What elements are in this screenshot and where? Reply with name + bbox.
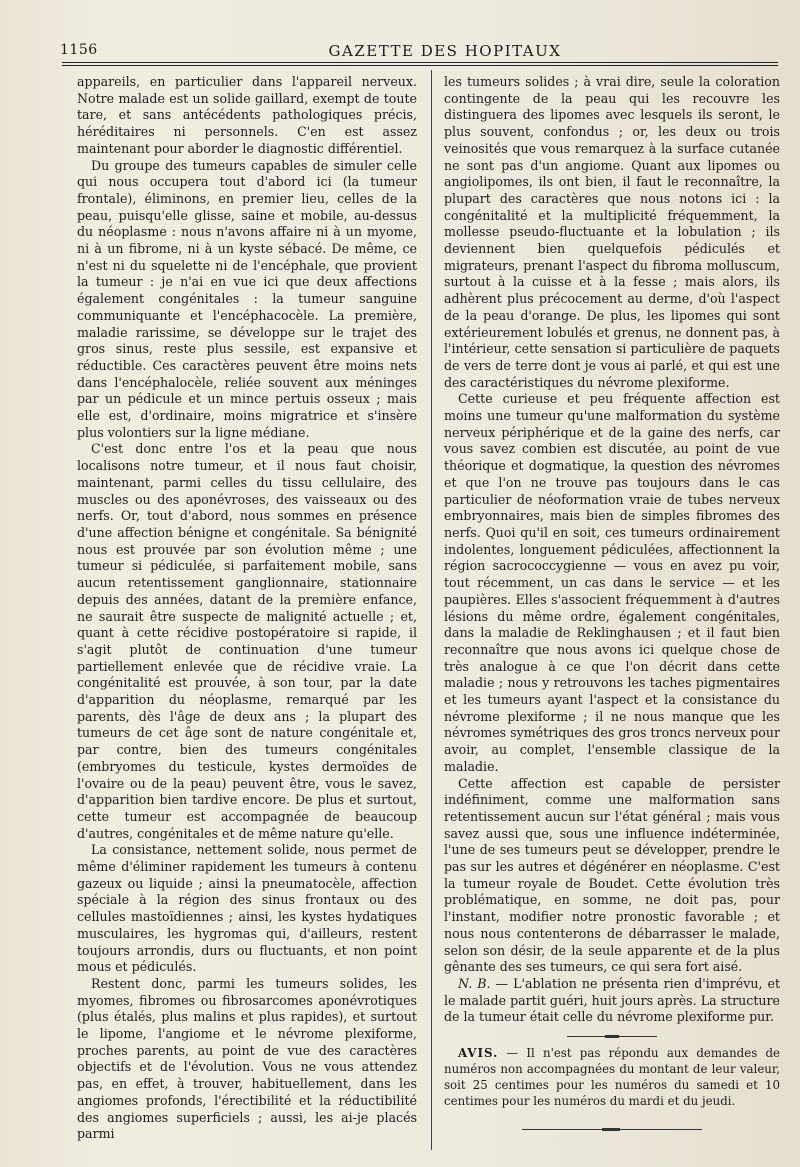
paragraph: appareils, en particulier dans l'appareil nerveux. Notre malade est un solide gaillard, exempt de toute tare, et sans antécédents pathologiques précis, héréditaires ni personnels. C'en est assez maintenant pour aborder le diagnostic différentiel. xyxy=(77,74,417,156)
right-column xyxy=(444,74,780,1130)
nb-text: — L'ablation ne présenta rien d'imprévu, et le malade partit guéri, huit jours après. La structure de la tumeur était celle du névrome plexiforme pur. xyxy=(444,975,781,1025)
paragraph: Du groupe des tumeurs capables de simuler celle qui nous occupera tout d'abord ici (la tumeur frontale), éliminons, en premier lieu, celles de la peau, puisqu'elle glisse, saine et mobile, au-dessus du néoplasme : nous n'avons affaire ni à un myome, ni à un fibrome, ni à un kyste sébacé. De même, ce n'est ni du squelette ni de l'encéphale, que provient la tumeur : je n'ai en vue ici que deux affections également congénitales : la tumeur sanguine communiquante et l'encéphacocèle. La première, maladie rarissime, se développe sur le trajet des gros sinus, reste plus sessile, est expansive et réductible. Ces caractères peuvent être moins nets dans l'encéphalocèle, reliée souvent aux méninges par un pédicule et un mince pertuis osseux ; mais elle est, d'ordinaire, moins migratrice et s'insère plus volontiers sur la ligne médiane. xyxy=(77,157,417,440)
journal-title: GAZETTE DES HOPITAUX xyxy=(328,42,562,60)
paragraph: Cette curieuse et peu fréquente affection est moins une tumeur qu'une malformation du système nerveux périphérique et de la gaine des nerfs, car vous savez combien est discutée, au point de vue théorique et dogmatique, la question des névromes et que l'on ne trouve pas toujours dans le cas particulier de néoformation vraie de tubes nerveux embryonnaires, mais bien de simples fibromes des nerfs. Quoi qu'il en soit, ces tumeurs ordinairement indolentes, longuement pédiculées, affectionnent la région sacrococcygienne — vous en avez pu voir, tout récemment, un cas dans le service — et les paupières. Elles s'associent fréquemment à d'autres lésions du même ordre, également congénitales, dans la maladie de Reklinghausen ; et il faut bien reconnaître que nous avons ici quelque chose de très analogue à ce que l'on décrit dans cette maladie ; nous y retrouvons les taches pigmentaires et les tumeurs ayant l'aspect et la consistance du névrome plexiforme ; il ne nous manque que les névromes symétriques des gros troncs nerveux pour avoir, au complet, l'ensemble classique de la maladie. xyxy=(444,391,780,774)
avis-label: AVIS. xyxy=(458,1046,499,1061)
paragraph: Cette affection est capable de persister indéfiniment, comme une malformation sans retentissement aucun sur l'état général ; mais vous savez aussi que, sous une influence indéterminée, l'une de ses tumeurs peut se développer, prendre le pas sur les autres et dégénérer en néoplasme. C'est la tumeur royale de Boudet. Cette évolution très problématique, en somme, ne doit pas, pour l'instant, modifier notre pronostic favorable ; et nous nous contenterons de débarrasser le malade, selon son désir, de la seule apparente et de la plus gênante des ses tumeurs, ce qui sera fort aisé. xyxy=(444,775,780,975)
left-column xyxy=(77,74,417,1143)
paragraph: C'est donc entre l'os et la peau que nous localisons notre tumeur, et il nous faut choisir, maintenant, parmi celles du tissu cellulaire, des muscles ou des aponévroses, des vaisseaux ou des nerfs. Or, tout d'abord, nous sommes en présence d'une affection bénigne et congénitale. Sa bénignité nous est prouvée par son évolution même ; une tumeur si pédiculée, si parfaitement mobile, sans aucun retentissement ganglionnaire, stationnaire depuis des années, datant de la première enfance, ne saurait être suspecte de malignité actuelle ; et, quant à cette récidive postopératoire si rapide, il s'agit plutôt de continuation d'une tumeur partiellement enlevée que de récidive vraie. La congénitalité est prouvée, à son tour, par la date d'apparition du néoplasme, remarqué par les parents, dès l'âge de deux ans ; la plupart des tumeurs de cet âge sont de nature congénitale et, par contre, bien des tumeurs congénitales (embryomes du testicule, kystes dermoïdes de l'ovaire ou de la peau) peuvent être, vous le savez, d'apparition bien tardive encore. De plus et surtout, cette tumeur est accompagnée de beaucoup d'autres, congénitales et de même nature qu'elle. xyxy=(77,441,417,841)
avis-text: — Il n'est pas répondu aux demandes de numéros non accompagnées du montant de leur valeur, soit 25 centimes pour les numéros du samedi et 10 centimes pour les numéros du mardi et du jeudi. xyxy=(444,1046,780,1109)
avis-notice xyxy=(444,1045,780,1109)
paragraph: les tumeurs solides ; à vrai dire, seule la coloration contingente de la peau qui les recouvre les distinguera des lipomes avec lesquels ils seront, le plus souvent, confondus ; or, les deux ou trois veinosités que vous remarquez à la surface cutanée ne sont pas d'un angiome. Quant aux lipomes ou angiolipomes, ils ont bien, il faut le reconnaître, la plupart des caractères que nous notons ici : la congénitalité et la multiplicité fréquemment, la mollesse pseudo-fluctuante et la lobulation ; ils deviennent bien quelquefois pédiculés et migrateurs, prenant l'aspect du fibroma molluscum, surtout à la cuisse et à la fesse ; mais alors, ils adhèrent plus précocement au derme, d'où l'aspect de la peau d'orange. De plus, les lipomes qui sont extérieurement lobulés et grenus, ne donnent pas, à l'intérieur, cette sensation si particulière de paquets de vers de terre dont je vous ai parlé, et qui est une des caractéristiques du névrome plexiforme. xyxy=(444,74,780,390)
paragraph: Restent donc, parmi les tumeurs solides, les myomes, fibromes ou fibrosarcomes aponévrotiques (plus étalés, plus malins et plus rapides), et surtout le lipome, l'angiome et le névrome plexiforme, proches parents, au point de vue des caractères objectifs et de l'évolution. Vous ne vous attendez pas, en effet, à trouver, habituellement, dans les angiomes profonds, l'érectibilité et la réductibilité des angiomes superficiels ; aussi, les ai-je placés parmi xyxy=(77,975,417,1142)
header-rule-double xyxy=(62,65,778,66)
page-header xyxy=(60,40,790,64)
paragraph: La consistance, nettement solide, nous permet de même d'éliminer rapidement les tumeurs à contenu gazeux ou liquide ; ainsi la pneumatocèle, affection spéciale à la région des sinus frontaux ou des cellules mastoïdiennes ; ainsi, les kystes hydatiques musculaires, les hygromas qui, d'ailleurs, restent toujours arrondis, durs ou fluctuants, et non point mous et pédiculés. xyxy=(77,842,417,975)
header-rule xyxy=(62,62,778,63)
page-number: 1156 xyxy=(60,42,98,58)
end-separator xyxy=(522,1129,702,1130)
column-divider xyxy=(431,70,432,1150)
nb-label: N. B. xyxy=(458,975,491,991)
separator xyxy=(567,1036,657,1037)
nb-note xyxy=(444,976,780,1026)
